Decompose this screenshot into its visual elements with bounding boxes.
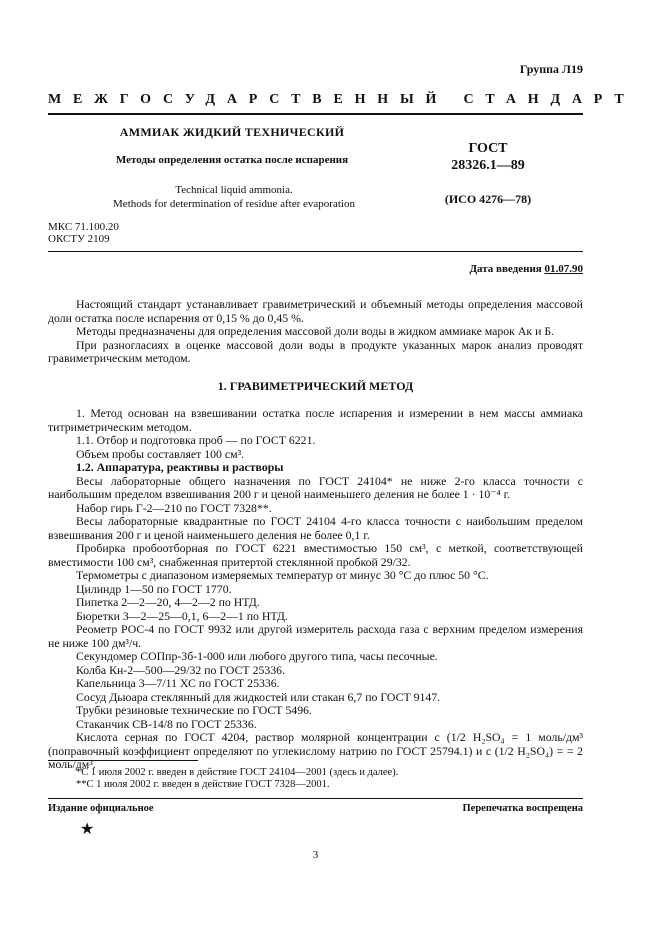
paragraph: Стаканчик СВ-14/8 по ГОСТ 25336. (76, 716, 257, 731)
iso-reference: (ИСО 4276—78) (444, 192, 532, 206)
group-label: Группа Л19 (519, 62, 583, 76)
english-title (110, 183, 358, 211)
document-title: АММИАК ЖИДКИЙ ТЕХНИЧЕСКИЙ (119, 125, 345, 139)
subsection-heading: 1.2. Аппаратура, реактивы и растворы (76, 460, 284, 474)
intro-paragraph: При разногласиях в оценке массовой доли воды в продукте указанных марок анализ проводят гравиметрическим методом. (48, 337, 583, 365)
paragraph: Термометры с диапазоном измеряемых температур от минус 30 °С до плюс 50 °С. (76, 568, 489, 582)
paragraph: Цилиндр 1—50 по ГОСТ 1770. (76, 581, 232, 596)
gost-number-block (418, 140, 558, 174)
footer-divider (48, 798, 583, 799)
paragraph: Кислота серная по ГОСТ 4204, раствор молярной концентрации с (1/2 H₂SO₄ = 1 моль/дм³ (поправочный коэффициент определяют по углекислому натрию по ГОСТ 25794.1) и с (1/2 H₂SO₄) = = 2 моль/дм³. (48, 730, 583, 771)
gost-label: ГОСТ (468, 141, 508, 156)
mks-code: МКС 71.100.20 (48, 221, 119, 233)
intro-text (48, 298, 583, 366)
star-icon: ★ (80, 821, 95, 838)
english-title-line2: Methods for determination of residue after evaporation (113, 198, 355, 210)
paragraph: Весы лабораторные квадрантные по ГОСТ 24104 4-го класса точности с наибольшим пределом взвешивания 200 г и ценой наименьшего деления не более 0,1 г. (48, 514, 583, 542)
classification-codes (48, 221, 119, 245)
intro-paragraph: Настоящий стандарт устанавливает гравиметрический и объемный методы определения массовой доли остатка после испарения от 0,15 % до 0,45 %. (48, 297, 583, 325)
footnote-divider (48, 760, 198, 761)
date-value: 01.07.90 (544, 263, 583, 275)
footnote: *С 1 июля 2002 г. введен в действие ГОСТ 24104—2001 (здесь и далее). (76, 767, 399, 778)
official-edition-label: Издание официальное (48, 803, 154, 814)
section-body (48, 407, 583, 772)
top-rule (48, 113, 583, 115)
section-heading: 1. ГРАВИМЕТРИЧЕСКИЙ МЕТОД (217, 379, 414, 393)
paragraph: Колба Кн-2—500—29/32 по ГОСТ 25336. (76, 662, 286, 677)
paragraph: 1.1. Отбор и подготовка проб — по ГОСТ 6221. (76, 433, 316, 447)
paragraph: Пробирка пробоотборная по ГОСТ 6221 вместимостью 150 см³, с меткой, соответствующей вместимости 100 см³, снабженная притертой стеклянной пробкой 29/32. (48, 541, 583, 569)
paragraph: Секундомер СОПпр-3б-1-000 или любого другого типа, часы песочные. (76, 649, 438, 663)
paragraph: Бюретки 3—2—25—0,1, 6—2—1 по НТД. (76, 608, 288, 623)
intro-paragraph: Методы предназначены для определения массовой доли воды в жидком аммиаке марок Ак и Б. (76, 324, 555, 338)
paragraph: Реометр РОС-4 по ГОСТ 9932 или другой измеритель расхода газа с верхним пределом измерения не ниже 100 дм³/ч. (48, 622, 583, 650)
english-title-line1: Technical liquid ammonia. (175, 184, 293, 196)
page-number: 3 (312, 849, 319, 861)
header-divider (48, 251, 583, 252)
gost-number: 28326.1—89 (451, 158, 525, 173)
footnotes (48, 767, 583, 791)
paragraph: Трубки резиновые технические по ГОСТ 5496. (76, 703, 312, 717)
introduction-date (469, 263, 583, 275)
document-subtitle: Методы определения остатка после испарения (115, 154, 349, 166)
paragraph: Сосуд Дьюара стеклянный для жидкостей или стакан 6,7 по ГОСТ 9147. (76, 689, 441, 704)
paragraph: Пипетка 2—2—20, 4—2—2 по НТД. (76, 595, 260, 609)
reprint-prohibited-label: Перепечатка воспрещена (462, 803, 583, 814)
standard-banner: МЕЖГОСУДАРСТВЕННЫЙ СТАНДАРТ (48, 92, 636, 107)
paragraph: Капельница 3—7/11 ХС по ГОСТ 25336. (76, 676, 280, 690)
date-label: Дата введения (469, 263, 542, 275)
paragraph: Весы лабораторные общего назначения по ГОСТ 24104* не ниже 2-го класса точности с наибольшим пределом взвешивания 200 г и ценой наименьшего деления не более 1 · 10⁻⁴ г. (48, 473, 583, 501)
paragraph: Объем пробы составляет 100 см³. (76, 446, 245, 461)
paragraph: 1. Метод основан на взвешивании остатка после испарения и измерении в нем массы аммиака титриметрическим методом. (48, 406, 583, 434)
paragraph: Набор гирь Г-2—210 по ГОСТ 7328**. (76, 500, 272, 515)
okstu-code: ОКСТУ 2109 (48, 233, 110, 245)
footnote: **С 1 июля 2002 г. введен в действие ГОСТ 7328—2001. (76, 779, 330, 790)
